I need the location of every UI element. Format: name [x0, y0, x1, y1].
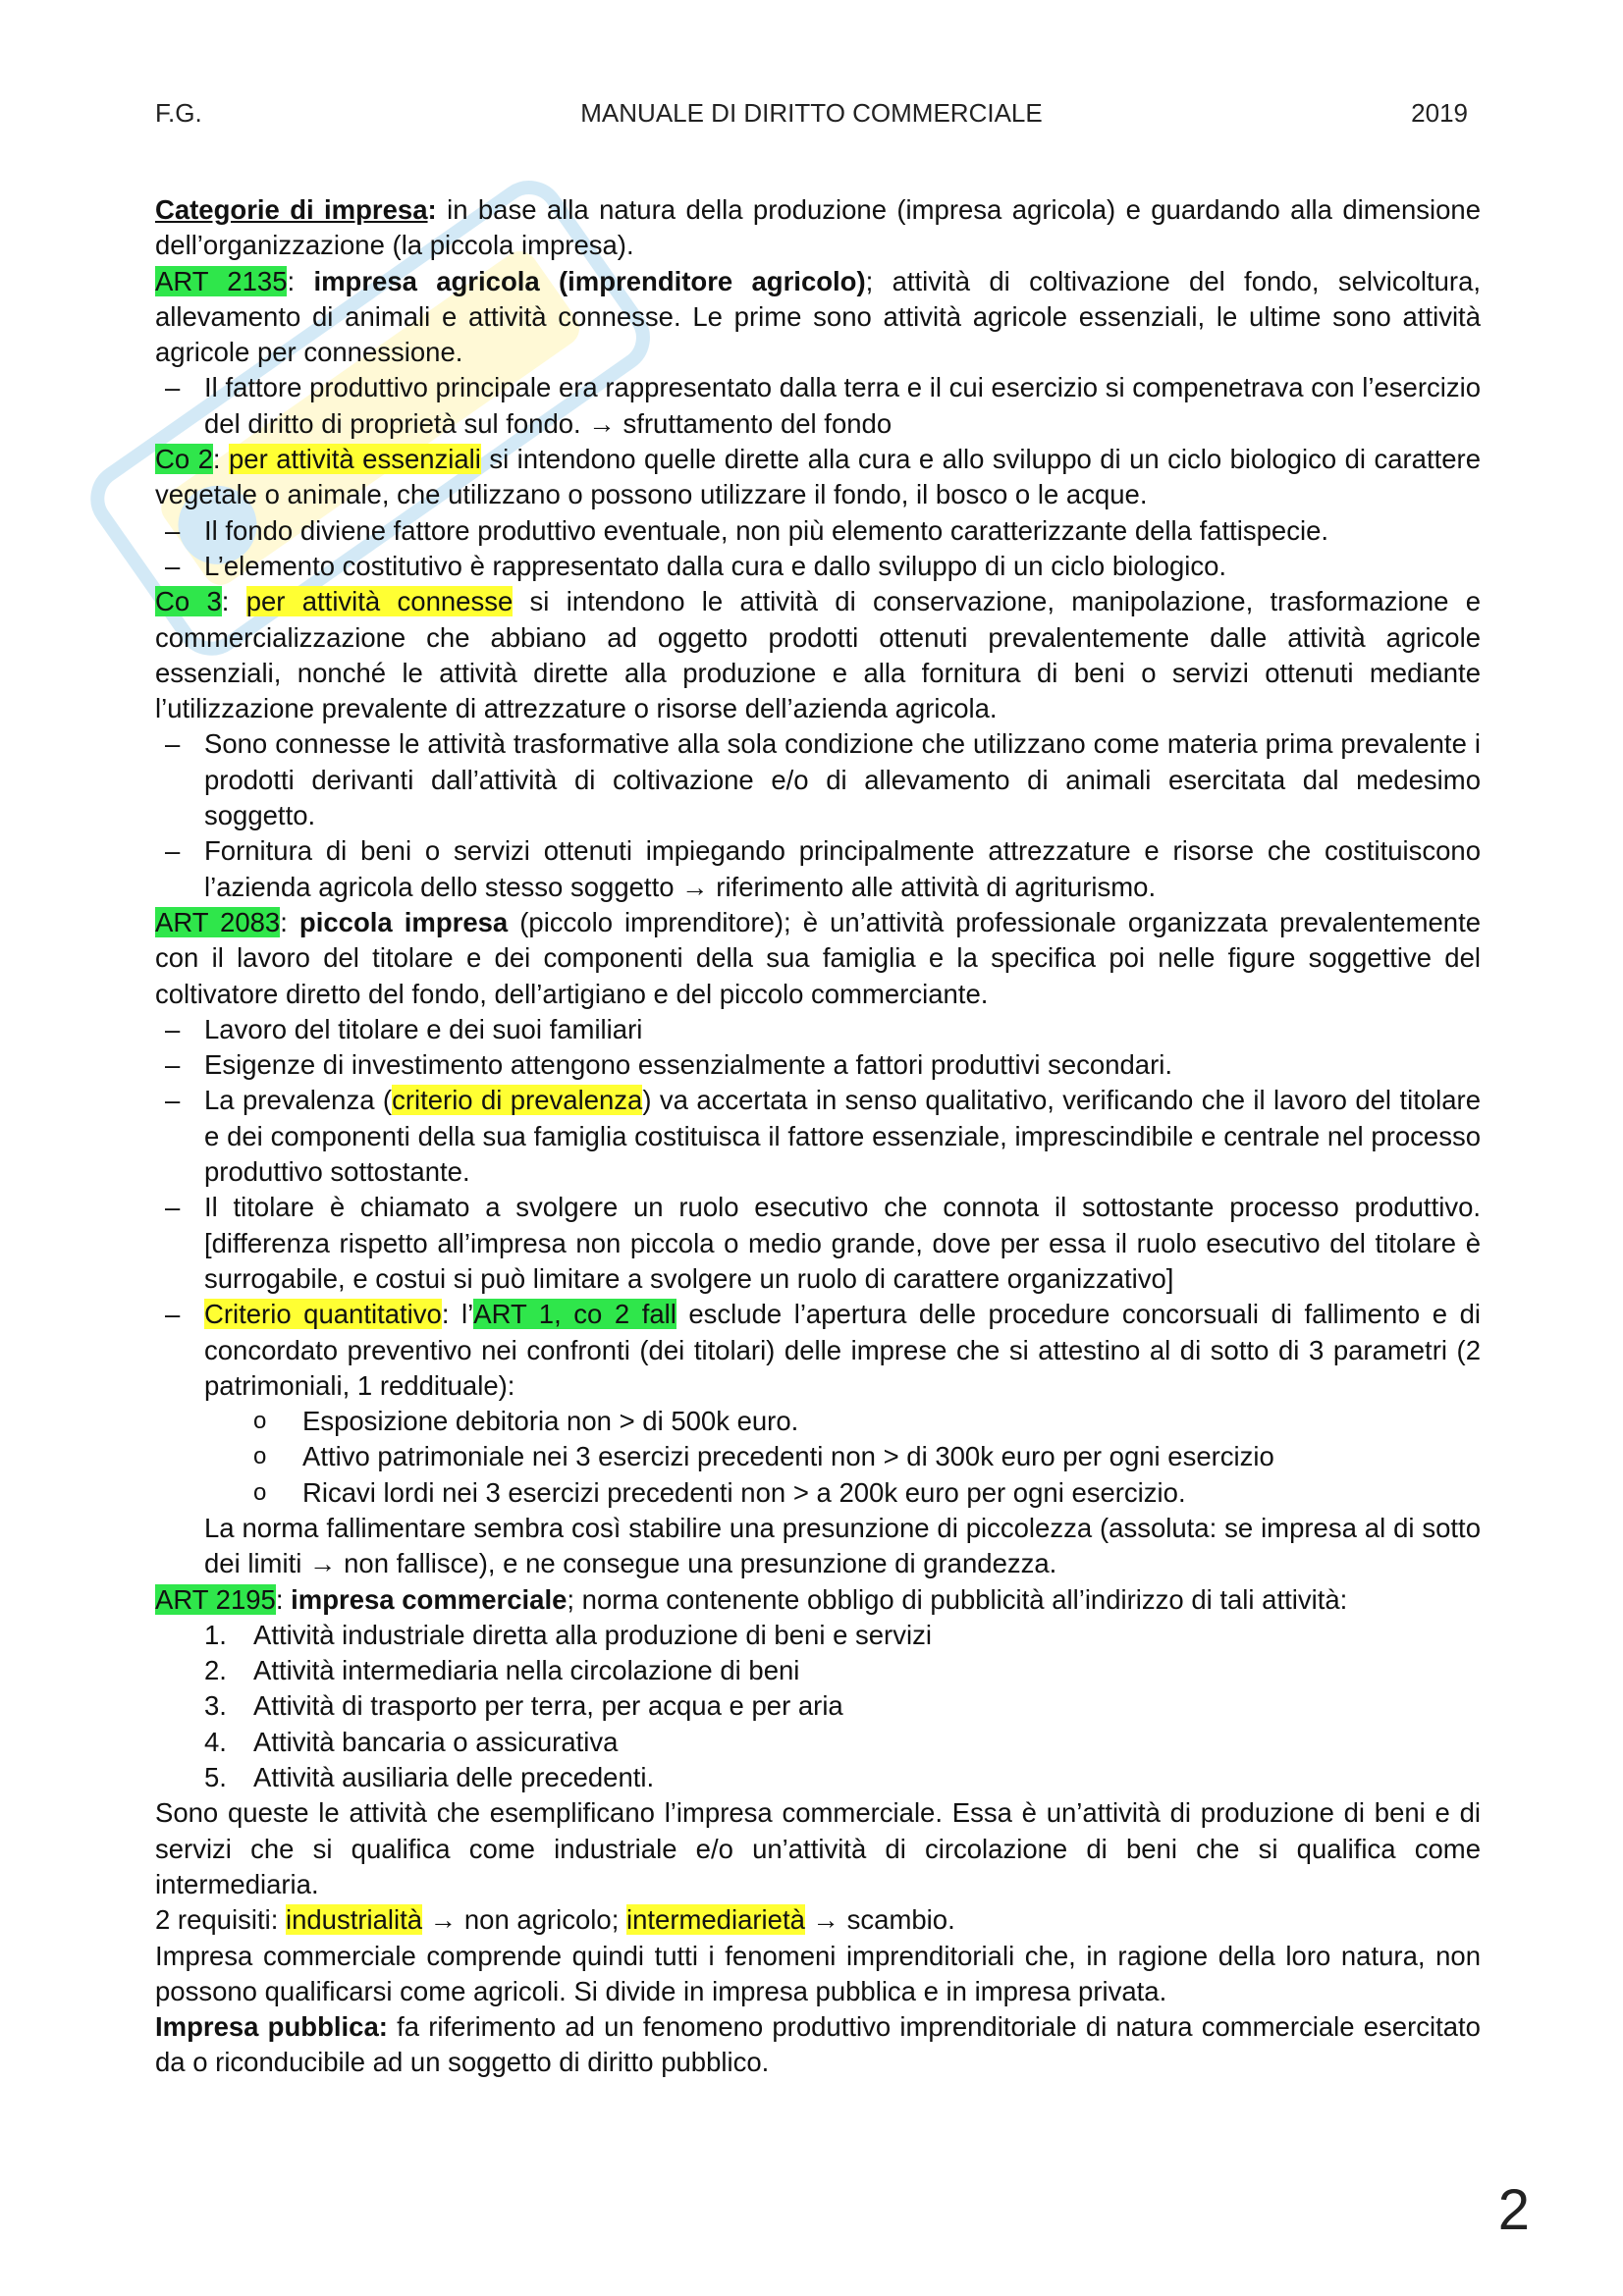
- arrow-icon: →: [422, 1904, 464, 1936]
- paragraph-commerciale: Sono queste le attività che esemplificano l’impresa commerciale. Essa è un’attività di produzione di beni e di servizi che si qualifica come industriale e/o un’attività di circolazione di beni che si qualifica come intermediaria.: [155, 1797, 1481, 1899]
- colon: :: [212, 444, 230, 475]
- header-author: F.G.: [155, 98, 202, 128]
- paragraph-text: ; norma contenente obbligo di pubblicità all’indirizzo di tali attività:: [567, 1583, 1348, 1615]
- bold-term: impresa commerciale: [291, 1583, 568, 1615]
- paragraph-text: non agricolo;: [463, 1904, 626, 1936]
- bullet-item: [155, 1297, 1481, 1404]
- paragraph-text: (piccolo imprenditore); è un’attività professionale organizzata prevalentemente con il lavoro del titolare e dei componenti della sua famiglia e la specifica poi nelle figure soggettive del coltivatore diretto del fondo, dell’artigiano e del piccolo commerciante.: [155, 906, 1481, 1009]
- highlighted-term: intermediarietà: [625, 1904, 805, 1936]
- article-ref: ART 2135: [155, 265, 288, 296]
- bullet-text: esclude l’apertura delle procedure concorsuali di fallimento e di concordato preventivo nei confronti (dei titolari) delle imprese che si attestino al di sotto di 3 parametri (2 patrimoniali, 1 reddituale):: [204, 1299, 1481, 1401]
- item-number: 3.: [204, 1690, 227, 1722]
- sub-bullet-item: o Esposizione debitoria non > di 500k euro.: [155, 1404, 1481, 1439]
- paragraph-impresa-commerciale: Impresa commerciale comprende quindi tutti i fenomeni imprenditoriali che, in ragione della loro natura, non possono qualificarsi come agricoli. Si divide in impresa pubblica e in impresa privata.: [155, 1940, 1481, 2006]
- colon: :: [287, 265, 314, 296]
- numbered-item: [155, 1760, 1481, 1795]
- heading-categorie: Categorie di impresa: [155, 194, 428, 225]
- numbered-item: [155, 1653, 1481, 1688]
- numbered-item: [155, 1618, 1481, 1653]
- paragraph-text: La norma fallimentare sembra così stabilire una presunzione di piccolezza (assoluta: se impresa al di sotto dei limiti: [204, 1512, 1481, 1579]
- paragraph-text: 2 requisiti:: [155, 1904, 286, 1936]
- page-number: 2: [1497, 2178, 1530, 2242]
- item-number: 4.: [204, 1726, 227, 1757]
- paragraph-text: fa riferimento ad un fenomeno produttivo imprenditoriale di natura commerciale esercitato da o riconducibile ad un soggetto di diritto pubblico.: [155, 2011, 1481, 2078]
- paragraph-categorie: [155, 192, 1481, 264]
- item-text: Attività industriale diretta alla produzione di beni e servizi: [253, 1619, 932, 1650]
- sub-bullet-item: o Ricavi lordi nei 3 esercizi precedenti non > a 200k euro per ogni esercizio.: [155, 1475, 1481, 1511]
- colon: :: [221, 586, 246, 617]
- arrow-icon: →: [804, 1904, 847, 1936]
- paragraph-art-2195: [155, 1582, 1481, 1618]
- colon: :: [275, 1583, 292, 1615]
- highlighted-term: per attività essenziali: [229, 444, 481, 475]
- article-ref: ART 2083: [155, 906, 281, 937]
- bullet-text: : l’: [441, 1299, 474, 1330]
- paragraph-text: non fallisce), e ne consegue una presunzione di grandezza.: [336, 1548, 1057, 1579]
- bullet-text: ) va accertata in senso qualitativo, verificando che il lavoro del titolare e dei componenti della sua famiglia costituisca il fattore essenziale, imprescindibile e centrale nel processo produttivo sottostante.: [204, 1085, 1481, 1188]
- bullet-text: sfruttamento del fondo: [615, 407, 893, 439]
- bullet-item: – Esigenze di investimento attengono essenzialmente a fattori produttivi secondari.: [155, 1047, 1481, 1083]
- paragraph-text: si intendono quelle dirette alla cura e allo sviluppo di un ciclo biologico di carattere vegetale o animale, che utilizzano o possono utilizzare il fondo, il bosco o le acque.: [155, 444, 1482, 510]
- arrow-icon: →: [308, 1548, 337, 1579]
- paragraph-art-2135: [155, 264, 1481, 371]
- item-text: Attività di trasporto per terra, per acqua e per aria: [253, 1690, 843, 1722]
- paragraph-text: si intendono le attività di conservazione, manipolazione, trasformazione e commercializzazione che abbiano ad oggetto prodotti ottenuti prevalentemente dalle attività agricole essenziali, nonché le attività dirette alla produzione e alla fornitura di beni o servizi ottenuti mediante l’utilizzazione prevalente di attrezzature o risorse dell’azienda agricola.: [155, 586, 1482, 724]
- item-text: Attività bancaria o assicurativa: [253, 1726, 619, 1757]
- item-number: 5.: [204, 1762, 227, 1793]
- item-number: 1.: [204, 1619, 227, 1650]
- document-body: [155, 192, 1481, 2081]
- bullet-item: – Il titolare è chiamato a svolgere un ruolo esecutivo che connota il sottostante processo produttivo. [differenza rispetto all’impresa non piccola o medio grande, dove per essa il ruolo esecutivo del titolare è surrogabile, e costui si può limitare a svolgere un ruolo di carattere organizzativo]: [155, 1190, 1481, 1297]
- bold-term: piccola impresa: [298, 906, 509, 937]
- paragraph-impresa-pubblica: [155, 2009, 1481, 2081]
- item-text: Attività intermediaria nella circolazione di beni: [253, 1655, 800, 1686]
- continuation-text: [155, 1511, 1481, 1582]
- article-ref: ART 1, co 2 fall: [473, 1299, 676, 1330]
- article-ref: Co 2: [155, 444, 213, 475]
- highlighted-term: criterio di prevalenza: [392, 1085, 643, 1116]
- bullet-text: La prevalenza (: [204, 1085, 393, 1116]
- paragraph-requisiti: [155, 1902, 1481, 1938]
- numbered-item: [155, 1688, 1481, 1724]
- bullet-item: [155, 1083, 1481, 1190]
- numbered-item: [155, 1725, 1481, 1760]
- bullet-item: – Sono connesse le attività trasformative alla sola condizione che utilizzano come materia prima prevalente i prodotti derivanti dall’attività di coltivazione e/o di allevamento di animali esercitata dal medesimo soggetto.: [155, 726, 1481, 833]
- article-ref: ART 2195: [155, 1583, 276, 1615]
- paragraph-co3: [155, 584, 1481, 726]
- paragraph-art-2083: [155, 905, 1481, 1012]
- highlighted-term: per attività connesse: [245, 586, 514, 617]
- bullet-item: – Lavoro del titolare e dei suoi familiari: [155, 1012, 1481, 1047]
- paragraph-text: ; attività di coltivazione del fondo, selvicoltura, allevamento di animali e attività connesse. Le prime sono attività agricole essenziali, le ultime sono attività agricole per connessione.: [155, 265, 1482, 368]
- item-text: Attività ausiliaria delle precedenti.: [253, 1762, 655, 1793]
- bullet-item: – L’elemento costitutivo è rappresentato dalla cura e dallo sviluppo di un ciclo biologico.: [155, 549, 1481, 584]
- paragraph-text: scambio.: [846, 1904, 955, 1936]
- header-title: MANUALE DI DIRITTO COMMERCIALE: [580, 98, 1043, 128]
- highlighted-term: industrialità: [285, 1904, 423, 1936]
- arrow-icon: →: [588, 407, 616, 439]
- bullet-text: Fornitura di beni o servizi ottenuti impiegando principalmente attrezzature e risorse che costituiscono l’azienda agricola dello stesso soggetto: [204, 835, 1481, 902]
- arrow-icon: →: [681, 871, 709, 902]
- paragraph-co2: [155, 442, 1481, 513]
- article-ref: Co 3: [155, 586, 222, 617]
- bullet-text: riferimento alle attività di agriturismo.: [708, 871, 1157, 902]
- bullet-item: [155, 370, 1481, 442]
- sub-bullet-item: o Attivo patrimoniale nei 3 esercizi precedenti non > di 300k euro per ogni esercizio: [155, 1439, 1481, 1474]
- bullet-text: Il fattore produttivo principale era rappresentato dalla terra e il cui esercizio si compenetrava con l’esercizio del diritto di proprietà sul fondo.: [204, 372, 1481, 439]
- header-year: 2019: [1411, 98, 1468, 128]
- bold-term: Impresa pubblica:: [155, 2011, 388, 2043]
- highlighted-term: Criterio quantitativo: [204, 1299, 442, 1330]
- paragraph-text: in base alla natura della produzione (impresa agricola) e guardando alla dimensione dell’organizzazione (la piccola impresa).: [155, 194, 1481, 261]
- colon: :: [280, 906, 299, 937]
- colon: :: [427, 194, 437, 225]
- bold-term: impresa agricola (imprenditore agricolo): [313, 265, 866, 296]
- bullet-item: – Il fondo diviene fattore produttivo eventuale, non più elemento caratterizzante della fattispecie.: [155, 513, 1481, 549]
- bullet-item: [155, 833, 1481, 905]
- item-number: 2.: [204, 1655, 227, 1686]
